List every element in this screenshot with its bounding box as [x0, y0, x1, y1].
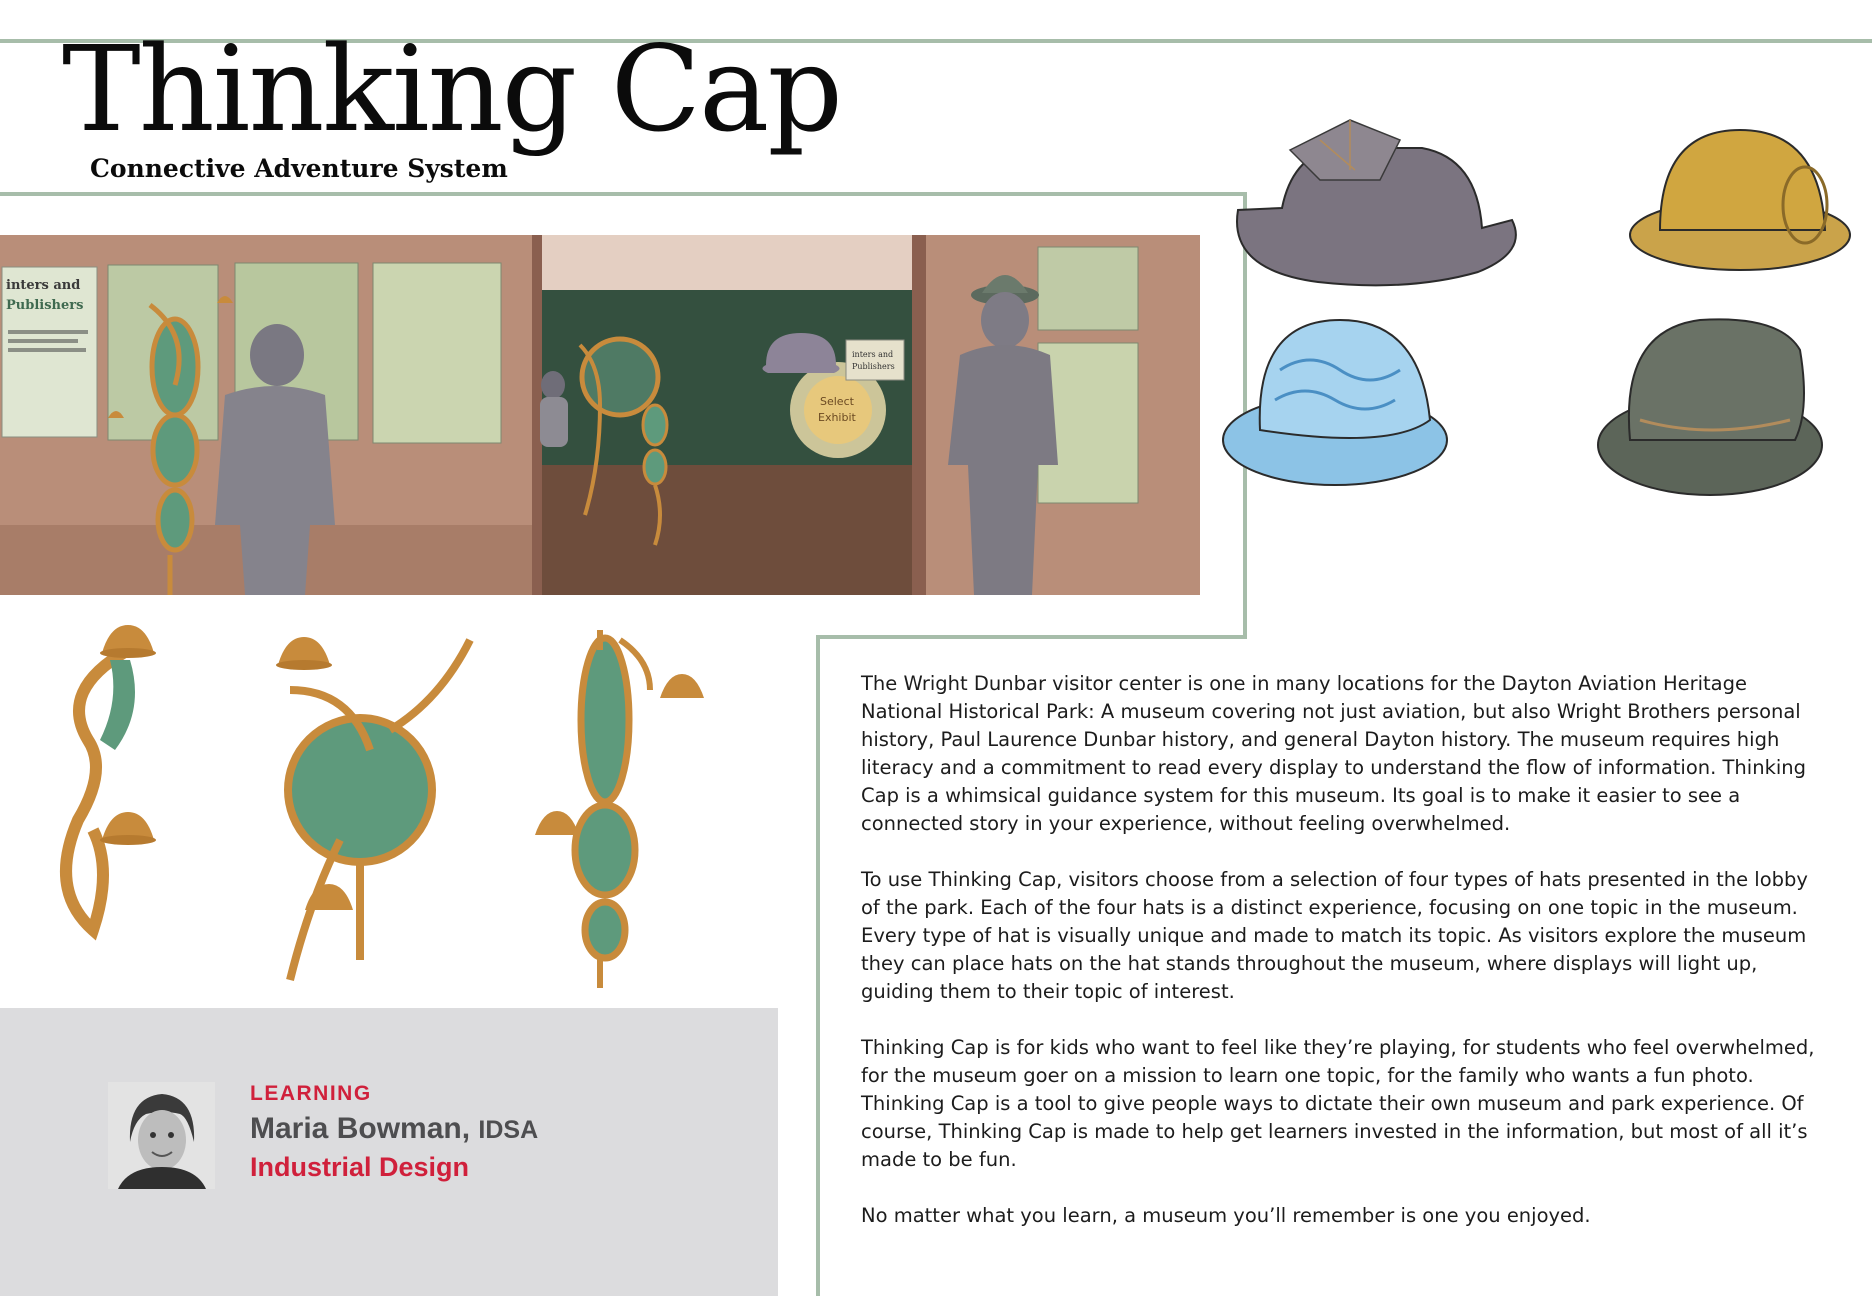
sign2-line2: Publishers	[852, 362, 895, 371]
stand-concept-2	[276, 637, 470, 980]
mustard-bowler-hat	[1630, 130, 1850, 270]
author-discipline: Industrial Design	[250, 1152, 470, 1182]
stand-concept-3	[535, 630, 704, 988]
page-subtitle: Connective Adventure System	[90, 154, 508, 183]
description-paragraph: No matter what you learn, a museum you’ll remember is one you enjoyed.	[861, 1204, 1591, 1227]
glow-label-line2: Exhibit	[818, 411, 856, 424]
description-paragraph: Thinking Cap is for kids who want to feel like they’re playing, for students who feel overwhelmed, for the museum goer on a mission to learn one topic, for the family who wants a fun photo. Thinking Cap is a tool to give people ways to dictate their own museum and park experience. Of course, Thinking Cap is made to help get learners invested in the information, but most of all it’s made to be fun.	[861, 1036, 1815, 1171]
museum-scene-illustration	[0, 235, 1200, 595]
category-label: LEARNING	[250, 1082, 372, 1105]
description-text	[861, 670, 1821, 1258]
author-name	[250, 1112, 538, 1146]
sign-text-line1: inters and	[6, 278, 81, 293]
stand-concept-1	[66, 625, 156, 930]
description-paragraph: The Wright Dunbar visitor center is one in many locations for the Dayton Aviation Heritage National Historical Park: A museum covering not just aviation, but also Wright Brothers personal history, Paul Laurence Dunbar history, and general Dayton history. The museum requires high literacy and a commitment to read every display to understand the flow of information. Thinking Cap is a whimsical guidance system for this museum. Its goal is to make it easier to see a connected story in your experience, without feeling overwhelmed.	[861, 672, 1807, 835]
author-photo	[108, 1082, 215, 1189]
sign-text-line2: Publishers	[6, 298, 84, 313]
sign2-line1: inters and	[852, 350, 894, 359]
author-suffix: IDSA	[478, 1116, 539, 1144]
hat-renderings	[1220, 110, 1872, 610]
author-avatar	[108, 1082, 215, 1189]
glow-label-line1: Select	[820, 395, 854, 408]
description-paragraph: To use Thinking Cap, visitors choose from a selection of four types of hats presented in the lobby of the park. Each of the four hats is a distinct experience, focusing on one topic in the museum. Every type of hat is visually unique and made to match its topic. As visitors explore the museum they can place hats on the hat stands throughout the museum, where displays will light up, guiding them to their topic of interest.	[861, 868, 1808, 1003]
author-name-text: Maria Bowman,	[250, 1112, 471, 1145]
blue-wave-hat	[1223, 320, 1447, 485]
hat-stand-concepts	[40, 620, 780, 1000]
olive-bowler-hat	[1598, 319, 1822, 495]
page-title: Thinking Cap	[62, 20, 841, 158]
grey-geometric-hat	[1237, 120, 1516, 285]
